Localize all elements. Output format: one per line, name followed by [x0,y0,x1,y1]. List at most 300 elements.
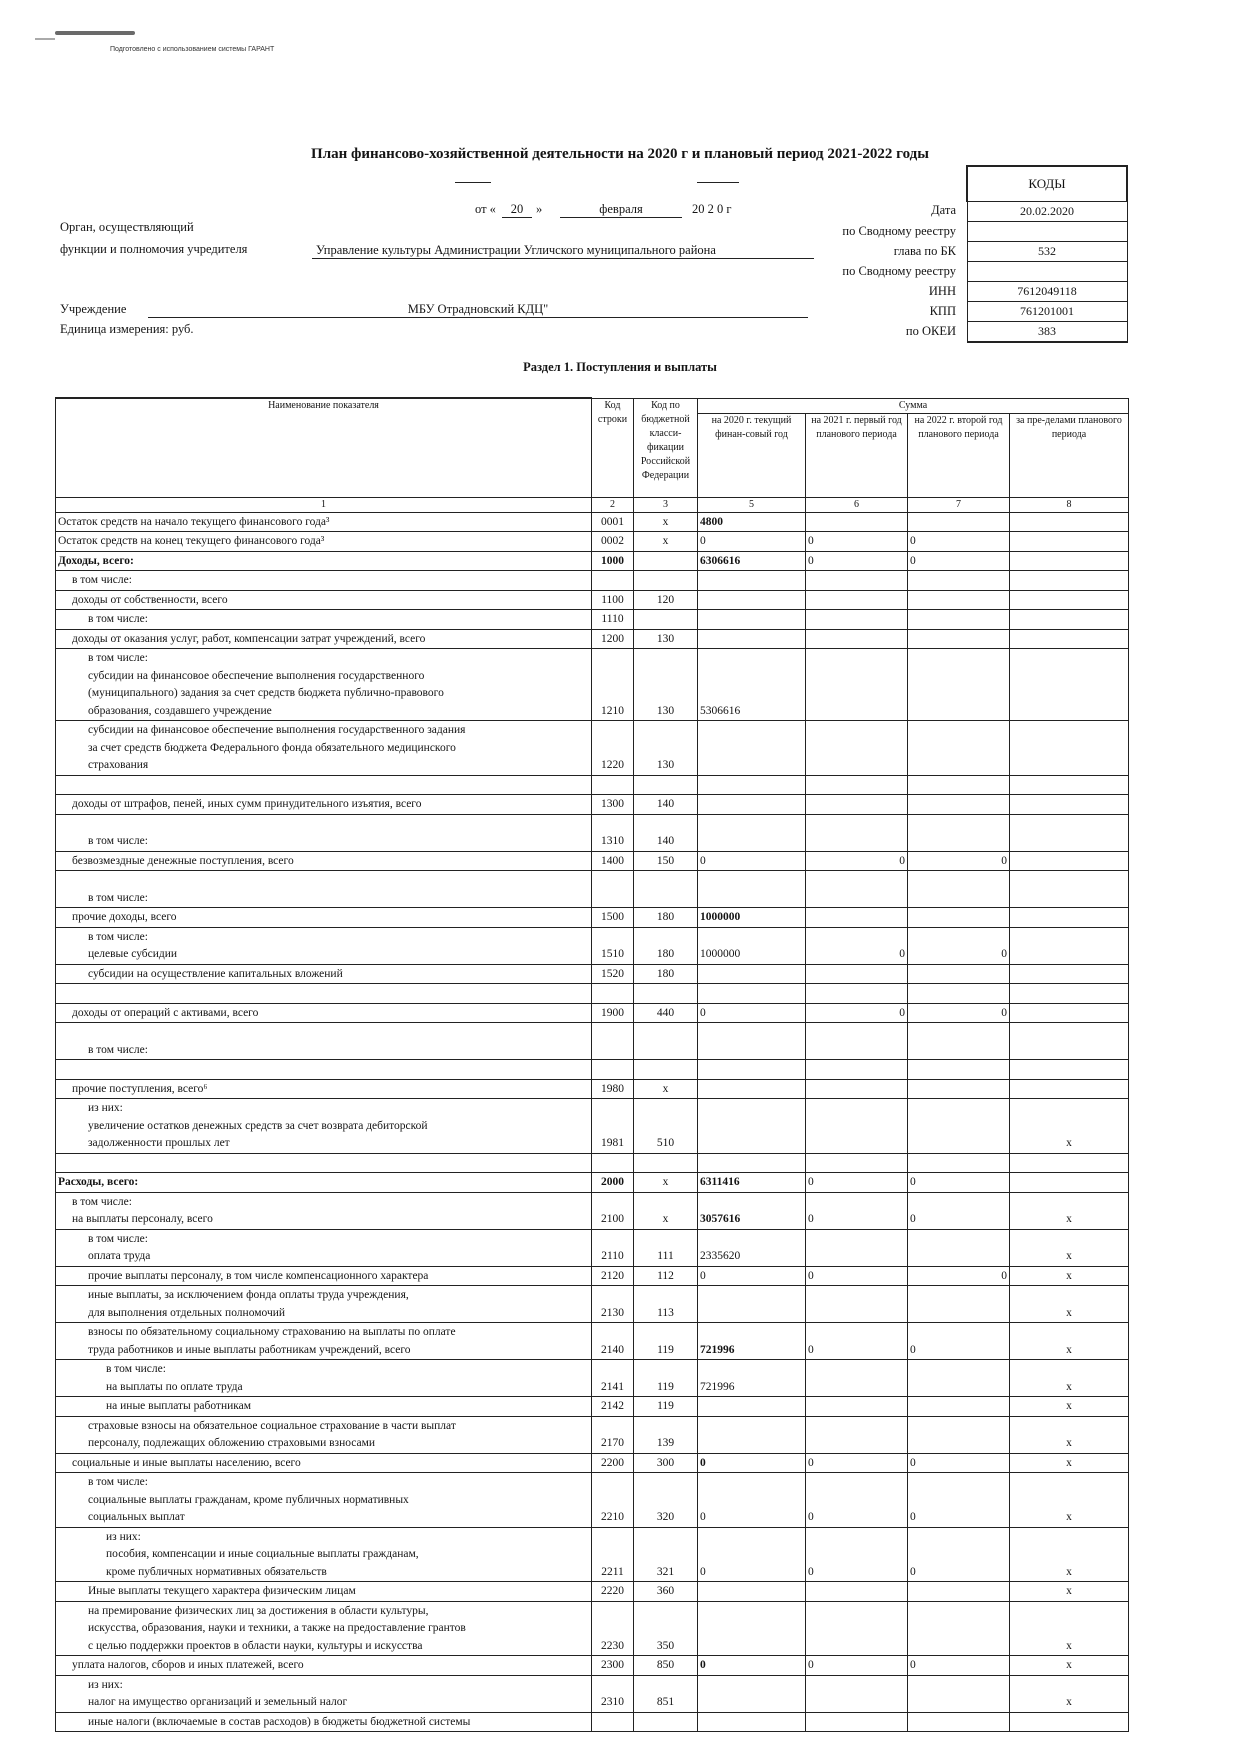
row-value-2021 [806,1286,908,1323]
row-value-beyond: x [1010,1397,1129,1417]
header-line-code: Код строки [592,398,634,497]
row-budget-code: 440 [634,1003,698,1023]
row-value-2021 [806,871,908,908]
row-line-code [592,1023,634,1060]
row-value-beyond [1010,1173,1129,1193]
code-registry [967,222,1127,242]
table-row [56,1229,1129,1266]
date-day: 20 [502,202,532,218]
row-name: доходы от операций с активами, всего [56,1003,592,1023]
row-line-code [592,571,634,591]
row-value-2021 [806,1360,908,1397]
row-value-2021 [806,1023,908,1060]
row-line-code [592,1712,634,1732]
row-value-2022: 0 [908,1656,1010,1676]
row-value-2021 [806,629,908,649]
section-title: Раздел 1. Поступления и выплаты [523,360,717,374]
divider [455,182,491,183]
row-value-2020: 3057616 [698,1192,806,1229]
row-value-2020: 0 [698,532,806,552]
row-line-code: 1200 [592,629,634,649]
row-value-beyond [1010,551,1129,571]
row-budget-code [634,551,698,571]
row-value-2021 [806,908,908,928]
row-budget-code [634,775,698,795]
row-value-2022 [908,1712,1010,1732]
row-value-2021: 0 [806,1473,908,1528]
table-row [56,1397,1129,1417]
row-value-2020 [698,1153,806,1173]
row-line-code: 2000 [592,1173,634,1193]
table-row [56,1601,1129,1656]
row-line-code: 1220 [592,721,634,776]
row-value-2021 [806,1582,908,1602]
row-budget-code: 360 [634,1582,698,1602]
row-value-2022: 0 [908,1266,1010,1286]
row-budget-code: 180 [634,927,698,964]
row-value-2022: 0 [908,851,1010,871]
row-value-2022 [908,1675,1010,1712]
row-name: прочие доходы, всего [56,908,592,928]
row-name: взносы по обязательному социальному страхованию на выплаты по оплате труда работников и иные выплаты работникам учреждений, всего [56,1323,592,1360]
row-value-2020 [698,1416,806,1453]
row-value-beyond: x [1010,1416,1129,1453]
row-value-2020 [698,1079,806,1099]
row-value-2020: 0 [698,1527,806,1582]
code-label-bk: глава по БК [893,244,956,258]
row-name: в том числе: социальные выплаты гражданам, кроме публичных нормативных социальных выплат [56,1473,592,1528]
header-budget-code: Код по бюджетной класси-фикации Российской Федерации [634,398,698,497]
header-2022: на 2022 г. второй год планового периода [908,413,1010,497]
code-date: 20.02.2020 [967,202,1127,222]
table-row [56,1192,1129,1229]
row-value-2021 [806,512,908,532]
row-value-beyond [1010,1712,1129,1732]
row-value-2021 [806,649,908,721]
row-value-beyond: x [1010,1099,1129,1154]
row-name: в том числе: целевые субсидии [56,927,592,964]
row-value-2020 [698,721,806,776]
table-row [56,1656,1129,1676]
row-budget-code: 113 [634,1286,698,1323]
row-value-2021 [806,1079,908,1099]
institution-value: МБУ Отрадновский КДЦ" [148,302,808,318]
row-line-code: 1520 [592,964,634,984]
row-budget-code: 140 [634,795,698,815]
row-value-2022: 0 [908,1003,1010,1023]
row-budget-code [634,1712,698,1732]
row-value-beyond [1010,649,1129,721]
row-value-beyond [1010,1079,1129,1099]
row-value-2022: 0 [908,1473,1010,1528]
row-value-2021 [806,610,908,630]
row-value-2022 [908,590,1010,610]
row-name: Остаток средств на конец текущего финансового года³ [56,532,592,552]
row-value-2021 [806,1675,908,1712]
row-value-2021 [806,795,908,815]
table-row [56,1712,1129,1732]
row-name: в том числе: на выплаты персоналу, всего [56,1192,592,1229]
row-value-2020 [698,814,806,851]
row-value-beyond [1010,1060,1129,1080]
row-line-code: 1900 [592,1003,634,1023]
row-value-2020 [698,1582,806,1602]
row-value-2021 [806,721,908,776]
divider [697,182,739,183]
code-label-okei: по ОКЕИ [905,324,956,338]
row-line-code [592,775,634,795]
institution-label: Учреждение [60,302,127,316]
row-value-2022: 0 [908,1453,1010,1473]
row-budget-code: 321 [634,1527,698,1582]
row-name: доходы от штрафов, пеней, иных сумм принудительного изъятия, всего [56,795,592,815]
code-label-kpp: КПП [929,304,956,318]
row-line-code: 2310 [592,1675,634,1712]
code-registry [967,262,1127,282]
row-name: в том числе: [56,814,592,851]
row-value-beyond: x [1010,1453,1129,1473]
row-value-2021 [806,590,908,610]
row-value-2020 [698,1712,806,1732]
table-row [56,610,1129,630]
row-line-code: 2142 [592,1397,634,1417]
row-value-2022: 0 [908,551,1010,571]
date-month: февраля [560,202,682,218]
row-value-2022 [908,629,1010,649]
row-value-2021 [806,571,908,591]
row-value-2021 [806,814,908,851]
row-name: из них: увеличение остатков денежных средств за счет возврата дебиторской задолженности прошлых лет [56,1099,592,1154]
row-value-2021: 0 [806,927,908,964]
codes-table [966,165,1128,343]
row-name: безвозмездные денежные поступления, всего [56,851,592,871]
row-name: уплата налогов, сборов и иных платежей, всего [56,1656,592,1676]
row-budget-code: x [634,512,698,532]
org-value: Управление культуры Администрации Угличского муниципального района [312,243,814,259]
row-value-beyond: x [1010,1323,1129,1360]
row-value-2020: 0 [698,851,806,871]
row-value-2020: 1000000 [698,908,806,928]
document-title: План финансово-хозяйственной деятельности на 2020 г и плановый период 2021-2022 годы [311,146,929,162]
row-value-2020: 1000000 [698,927,806,964]
row-value-beyond: x [1010,1360,1129,1397]
row-value-2021 [806,984,908,1004]
row-value-beyond [1010,590,1129,610]
row-value-2022 [908,512,1010,532]
row-value-beyond: x [1010,1192,1129,1229]
row-name: Иные выплаты текущего характера физическим лицам [56,1582,592,1602]
row-value-beyond [1010,721,1129,776]
row-value-2021: 0 [806,1656,908,1676]
code-label-inn: ИНН [928,284,956,298]
row-line-code: 1210 [592,649,634,721]
row-line-code: 1500 [592,908,634,928]
row-value-beyond [1010,775,1129,795]
row-name: в том числе: оплата труда [56,1229,592,1266]
table-row [56,775,1129,795]
row-value-2021 [806,1060,908,1080]
table-row [56,1582,1129,1602]
row-value-2020 [698,984,806,1004]
row-name: Остаток средств на начало текущего финансового года³ [56,512,592,532]
table-row [56,1360,1129,1397]
row-value-2022: 0 [908,532,1010,552]
row-value-2021: 0 [806,851,908,871]
row-name [56,775,592,795]
row-line-code: 0002 [592,532,634,552]
row-name: в том числе: [56,1023,592,1060]
row-value-2021: 0 [806,1192,908,1229]
row-budget-code: x [634,1079,698,1099]
row-value-2022: 0 [908,927,1010,964]
row-name: доходы от собственности, всего [56,590,592,610]
row-name: социальные и иные выплаты населению, всего [56,1453,592,1473]
row-budget-code: x [634,1173,698,1193]
table-row [56,1099,1129,1154]
row-value-2021: 0 [806,1173,908,1193]
row-name: субсидии на финансовое обеспечение выполнения государственного задания за счет средств бюджета Федерального фонда обязательного медицинского страхования [56,721,592,776]
row-value-beyond [1010,984,1129,1004]
row-value-2021: 0 [806,1003,908,1023]
row-budget-code: 851 [634,1675,698,1712]
table-row [56,814,1129,851]
row-line-code: 2100 [592,1192,634,1229]
row-value-2020 [698,775,806,795]
row-value-2022 [908,814,1010,851]
row-value-2022 [908,1397,1010,1417]
table-row [56,590,1129,610]
table-row [56,964,1129,984]
row-value-2020 [698,629,806,649]
table-row [56,871,1129,908]
row-line-code: 2140 [592,1323,634,1360]
code-label-registry: по Сводному реестру [842,264,956,278]
row-value-2022 [908,1079,1010,1099]
row-value-beyond [1010,571,1129,591]
org-label: Орган, осуществляющий [60,220,194,234]
row-line-code: 2220 [592,1582,634,1602]
row-name: в том числе: на выплаты по оплате труда [56,1360,592,1397]
row-line-code: 1980 [592,1079,634,1099]
table-row [56,1153,1129,1173]
row-name: иные налоги (включаемые в состав расходов) в бюджеты бюджетной системы [56,1712,592,1732]
row-budget-code: 150 [634,851,698,871]
row-value-2022 [908,1153,1010,1173]
row-line-code: 2130 [592,1286,634,1323]
row-value-beyond: x [1010,1601,1129,1656]
table-row [56,649,1129,721]
table-row [56,1079,1129,1099]
row-line-code: 2210 [592,1473,634,1528]
table-row [56,1286,1129,1323]
row-name: в том числе: [56,871,592,908]
row-line-code: 2211 [592,1527,634,1582]
row-value-2022 [908,1416,1010,1453]
row-budget-code: 180 [634,908,698,928]
row-name: в том числе: субсидии на финансовое обеспечение выполнения государственного (муниципального) задания за счет средств бюджета публично-правового образования, создавшего учреждение [56,649,592,721]
row-value-2021: 0 [806,1527,908,1582]
row-line-code: 1000 [592,551,634,571]
row-line-code: 1100 [592,590,634,610]
code-okei: 383 [967,322,1127,343]
row-value-2021 [806,1229,908,1266]
header-beyond: за пре-делами планового периода [1010,413,1129,497]
row-budget-code: 130 [634,629,698,649]
row-budget-code: 130 [634,721,698,776]
row-value-2022 [908,871,1010,908]
row-budget-code [634,1060,698,1080]
column-number: 7 [908,497,1010,512]
row-value-2022 [908,1601,1010,1656]
row-value-2022: 0 [908,1173,1010,1193]
org-label: функции и полномочия учредителя [60,242,248,256]
row-budget-code: 300 [634,1453,698,1473]
row-value-2022 [908,1286,1010,1323]
row-budget-code: 350 [634,1601,698,1656]
row-value-beyond [1010,532,1129,552]
row-value-2020 [698,871,806,908]
row-value-beyond: x [1010,1473,1129,1528]
row-name: Расходы, всего: [56,1173,592,1193]
date-prefix: от « [475,202,496,216]
row-value-beyond [1010,871,1129,908]
row-value-2020 [698,964,806,984]
table-row [56,1675,1129,1712]
row-value-beyond [1010,1003,1129,1023]
table-row [56,851,1129,871]
row-value-2021 [806,1153,908,1173]
row-value-2021 [806,1416,908,1453]
table-row [56,1527,1129,1582]
row-value-2020 [698,1601,806,1656]
column-number: 3 [634,497,698,512]
row-value-2021 [806,1397,908,1417]
row-value-2022 [908,1582,1010,1602]
row-name: страховые взносы на обязательное социальное страхование в части выплат персоналу, подлежащих обложению страховыми взносами [56,1416,592,1453]
row-budget-code: 139 [634,1416,698,1453]
code-bk: 532 [967,242,1127,262]
row-value-2020 [698,571,806,591]
table-row [56,908,1129,928]
table-row [56,1473,1129,1528]
row-budget-code: 130 [634,649,698,721]
row-name [56,1060,592,1080]
scan-mark [35,38,55,40]
row-value-2020: 0 [698,1003,806,1023]
row-budget-code: 180 [634,964,698,984]
code-label-registry: по Сводному реестру [842,224,956,238]
table-row [56,1416,1129,1453]
table-row [56,721,1129,776]
row-line-code [592,871,634,908]
row-budget-code [634,1153,698,1173]
date-year: 20 2 0 г [692,202,732,216]
column-number: 1 [56,497,592,512]
row-value-2022 [908,964,1010,984]
row-line-code: 2230 [592,1601,634,1656]
row-value-2020 [698,1675,806,1712]
row-name [56,984,592,1004]
row-value-2020 [698,1060,806,1080]
code-label-date: Дата [931,203,956,217]
row-value-beyond [1010,908,1129,928]
row-value-2022 [908,1360,1010,1397]
row-value-2022 [908,1023,1010,1060]
row-value-2021 [806,1601,908,1656]
row-name: иные выплаты, за исключением фонда оплаты труда учреждения, для выполнения отдельных полномочий [56,1286,592,1323]
row-value-2021: 0 [806,1323,908,1360]
row-value-beyond: x [1010,1229,1129,1266]
row-line-code: 2170 [592,1416,634,1453]
row-name [56,1153,592,1173]
row-budget-code: 510 [634,1099,698,1154]
row-line-code: 2141 [592,1360,634,1397]
row-value-2020: 6311416 [698,1173,806,1193]
row-name: из них: налог на имущество организаций и земельный налог [56,1675,592,1712]
row-value-2021: 0 [806,532,908,552]
row-name: Доходы, всего: [56,551,592,571]
row-name: в том числе: [56,571,592,591]
row-budget-code: 140 [634,814,698,851]
header-2021: на 2021 г. первый год планового периода [806,413,908,497]
row-budget-code: 119 [634,1360,698,1397]
row-budget-code: 112 [634,1266,698,1286]
row-value-2022 [908,908,1010,928]
table-row [56,512,1129,532]
row-value-2020 [698,1023,806,1060]
table-row [56,984,1129,1004]
row-value-beyond: x [1010,1266,1129,1286]
row-name: прочие поступления, всего⁶ [56,1079,592,1099]
row-value-beyond [1010,964,1129,984]
row-value-beyond: x [1010,1675,1129,1712]
row-value-beyond [1010,927,1129,964]
row-budget-code: 850 [634,1656,698,1676]
row-value-2021: 0 [806,1266,908,1286]
row-value-beyond [1010,851,1129,871]
row-line-code: 2200 [592,1453,634,1473]
column-number: 5 [698,497,806,512]
row-value-beyond: x [1010,1656,1129,1676]
row-value-2022 [908,775,1010,795]
row-value-2020: 721996 [698,1323,806,1360]
row-value-beyond [1010,629,1129,649]
row-value-2020 [698,1099,806,1154]
row-line-code: 1110 [592,610,634,630]
row-value-2020: 721996 [698,1360,806,1397]
row-value-2020: 0 [698,1266,806,1286]
row-name: на иные выплаты работникам [56,1397,592,1417]
column-number: 2 [592,497,634,512]
row-name: прочие выплаты персоналу, в том числе компенсационного характера [56,1266,592,1286]
row-value-2022: 0 [908,1192,1010,1229]
row-budget-code: 320 [634,1473,698,1528]
row-line-code [592,984,634,1004]
row-value-2022 [908,610,1010,630]
row-value-beyond: x [1010,1286,1129,1323]
code-kpp: 761201001 [967,302,1127,322]
receipts-payments-table [55,397,1129,1732]
row-value-2021 [806,964,908,984]
table-row [56,1453,1129,1473]
row-budget-code: x [634,532,698,552]
header-sum: Сумма [698,398,1129,413]
row-value-2020: 2335620 [698,1229,806,1266]
row-value-beyond [1010,512,1129,532]
row-value-2022 [908,1099,1010,1154]
row-value-2020: 0 [698,1656,806,1676]
row-value-beyond [1010,1023,1129,1060]
